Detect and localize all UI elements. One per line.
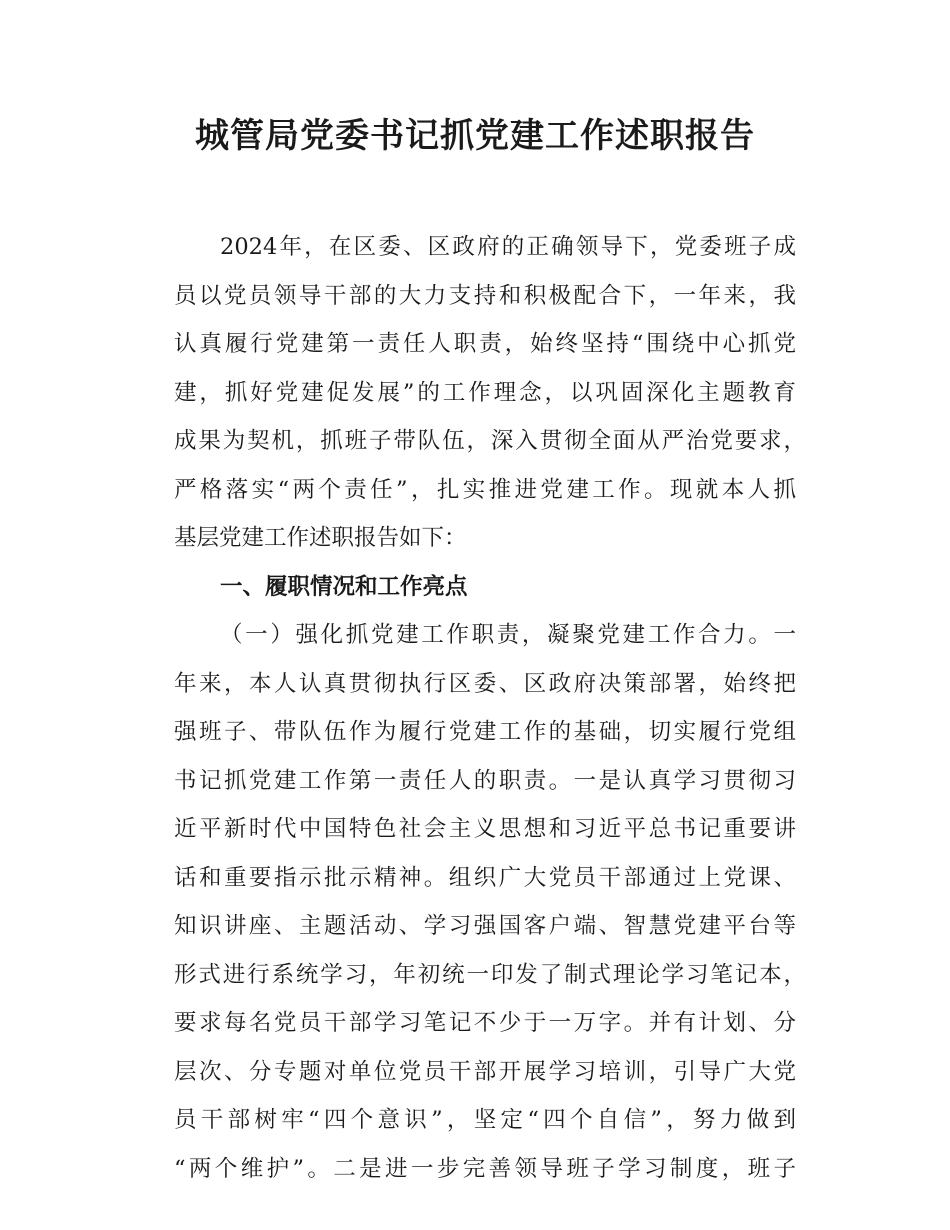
document-title: 城管局党委书记抓党建工作述职报告 xyxy=(195,116,755,156)
text-line: 书记抓党建工作第一责任人的职责。一是认真学习贯彻习 xyxy=(174,768,796,794)
text-line: 成果为契机，抓班子带队伍，深入贯彻全面从严治党要求， xyxy=(174,428,806,454)
text-line: “两个维护”。二是进一步完善领导班子学习制度，班子 xyxy=(174,1156,796,1182)
text-line: 话和重要指示批示精神。组织广大党员干部通过上党课、 xyxy=(174,865,796,891)
text-line: 强班子、带队伍作为履行党建工作的基础，切实履行党组 xyxy=(174,719,796,745)
text-line: 形式进行系统学习，年初统一印发了制式理论学习笔记本， xyxy=(174,962,806,988)
text-line: 基层党建工作述职报告如下： xyxy=(174,525,467,551)
text-line: 员干部树牢“四个意识”，坚定“四个自信”，努力做到 xyxy=(174,1107,796,1133)
text-line: 近平新时代中国特色社会主义思想和习近平总书记重要讲 xyxy=(174,816,796,842)
section-heading: 一、履职情况和工作亮点 xyxy=(220,574,468,600)
text-line: 员以党员领导干部的大力支持和积极配合下，一年来，我 xyxy=(174,283,796,309)
text-line: 建，抓好党建促发展”的工作理念，以巩固深化主题教育 xyxy=(174,380,796,406)
text-line: 要求每名党员干部学习笔记不少于一万字。并有计划、分 xyxy=(174,1010,796,1036)
text-line: 认真履行党建第一责任人职责，始终坚持“围绕中心抓党 xyxy=(174,331,796,357)
text-line: 年来，本人认真贯彻执行区委、区政府决策部署，始终把 xyxy=(174,671,796,697)
text-line: （一）强化抓党建工作职责，凝聚党建工作合力。一 xyxy=(220,622,796,648)
text-line: 严格落实“两个责任”，扎实推进党建工作。现就本人抓 xyxy=(174,477,796,503)
text-line: 层次、分专题对单位党员干部开展学习培训，引导广大党 xyxy=(174,1059,796,1085)
text-line: 知识讲座、主题活动、学习强国客户端、智慧党建平台等 xyxy=(174,913,796,939)
text-line: 2024年，在区委、区政府的正确领导下，党委班子成 xyxy=(220,234,796,260)
